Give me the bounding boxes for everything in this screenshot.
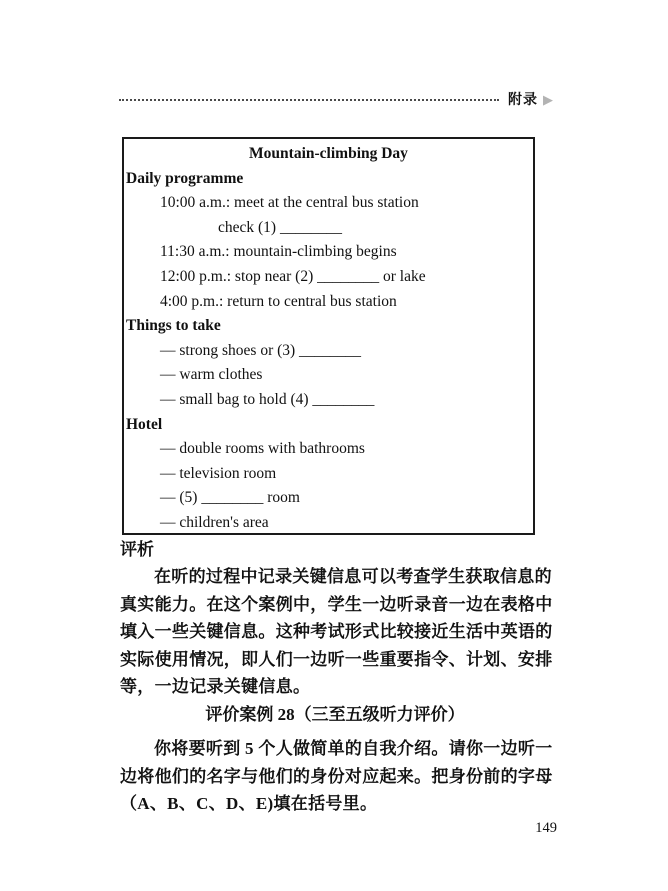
table-line: check (1) ________	[218, 218, 342, 236]
page-header	[119, 90, 553, 108]
case-28-section	[120, 700, 553, 818]
analysis-line: 真实能力。在这个案例中，学生一边听录音一边在表格中	[120, 594, 553, 614]
section-heading-hotel: Hotel	[126, 415, 163, 433]
analysis-line: 实际使用情况，即人们一边听一些重要指令、计划、安排	[120, 649, 553, 669]
analysis-heading: 评析	[120, 540, 154, 559]
case-line: 边将他们的名字与他们的身份对应起来。把身份前的字母	[120, 766, 553, 786]
table-line: 10:00 a.m.: meet at the central bus station	[160, 194, 419, 212]
table-line: — warm clothes	[160, 366, 263, 384]
analysis-line: 在听的过程中记录关键信息可以考查学生获取信息的	[154, 567, 552, 586]
table-title: Mountain-climbing Day	[249, 145, 408, 162]
section-heading-daily-programme: Daily programme	[126, 169, 244, 187]
section-heading-things-to-take: Things to take	[126, 317, 221, 335]
case-title: 评价案例 28（三至五级听力评价）	[205, 705, 465, 724]
table-line: — double rooms with bathrooms	[160, 440, 365, 458]
table-line: — television room	[160, 464, 277, 482]
analysis-line: 等，一边记录关键信息。	[120, 677, 311, 697]
case-line: 你将要听到 5 个人做简单的自我介绍。请你一边听一	[154, 739, 553, 758]
header-section-label: 附录	[508, 91, 538, 107]
case-line: （A、B、C、D、E)填在括号里。	[120, 794, 378, 814]
analysis-line: 填入一些关键信息。这种考试形式比较接近生活中英语的	[120, 622, 553, 642]
table-line: 4:00 p.m.: return to central bus station	[160, 292, 397, 310]
table-line: 11:30 a.m.: mountain-climbing begins	[160, 243, 397, 261]
table-line: 12:00 p.m.: stop near (2) ________ or lake	[160, 267, 426, 285]
analysis-section	[120, 536, 553, 701]
table-line: — strong shoes or (3) ________	[160, 341, 362, 359]
table-line: — children's area	[160, 513, 269, 531]
exercise-table	[122, 137, 535, 535]
table-line: — small bag to hold (4) ________	[160, 390, 375, 408]
page-number: 149	[535, 820, 557, 836]
triangle-right-icon: ▶	[543, 91, 553, 107]
header-divider	[119, 99, 499, 101]
table-line: — (5) ________ room	[160, 489, 300, 507]
